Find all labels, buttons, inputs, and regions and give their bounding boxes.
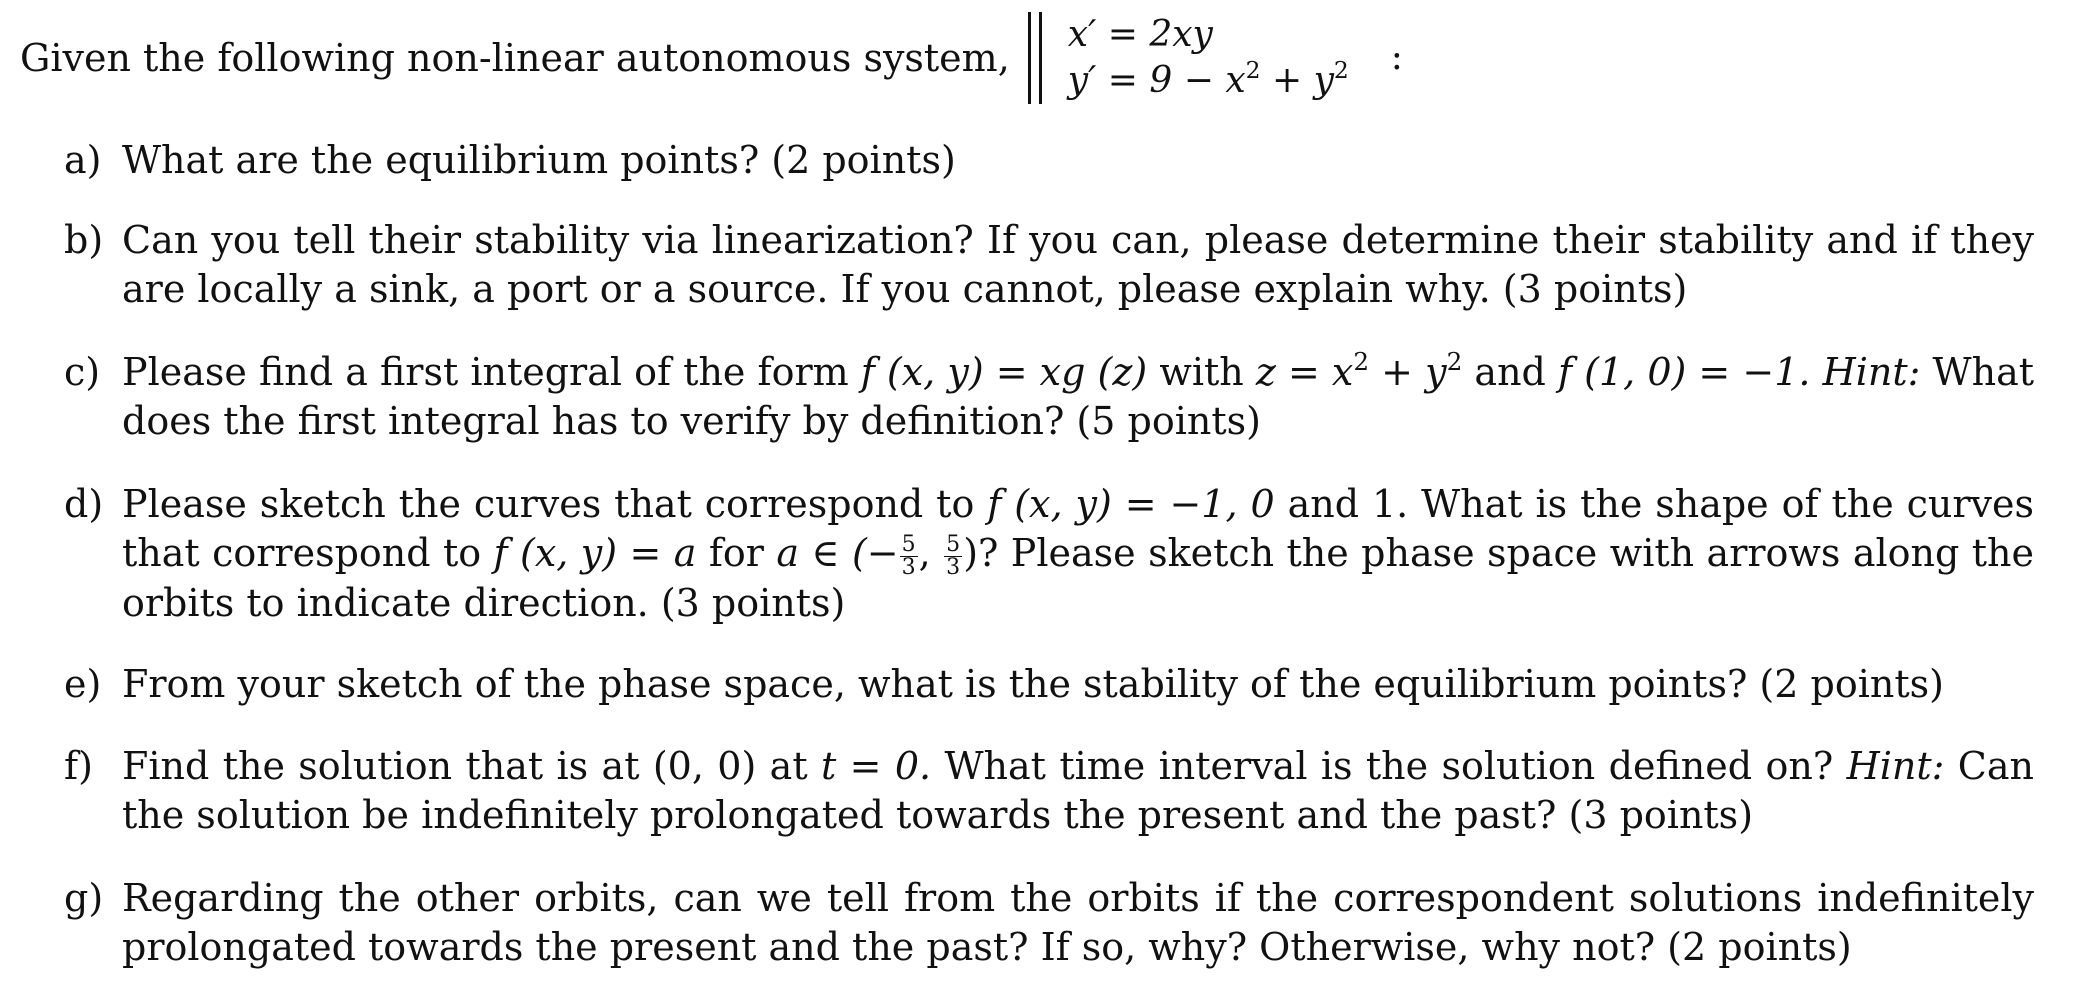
question-a [64,136,2034,185]
question-c-t1: Please find a first integral of the form [122,350,861,394]
question-c-t4: What does the first integral has to verify by definition? (5 points) [122,350,2034,443]
equation-x-prime [1068,12,1349,58]
system-equations [1068,12,1349,104]
question-b [64,216,2034,314]
fraction-denominator: 3 [946,555,961,580]
question-d-m2: f (x, y) = a [493,531,697,575]
question-d-m1: f (x, y) = −1, 0 [987,482,1275,526]
question-c-t3: and [1462,350,1558,394]
eq2-exp-1: 2 [1245,55,1261,84]
question-c-t2: with [1147,350,1256,394]
question-e-text: From your sketch of the phase space, what is the stability of the equilibrium points? (2 points) [122,662,1944,706]
question-c-exp-2: 2 [1446,347,1463,377]
question-g-label: g) [64,876,104,920]
intro-text: Given the following non-linear autonomous system, [20,36,1010,80]
fraction-neg-five-thirds [900,531,918,580]
equation-y-prime [1067,55,1349,104]
question-f-hint: Hint: [1846,744,1945,788]
question-g-text: Regarding the other orbits, can we tell from the orbits if the correspondent solutions indefinitely prolongated towards the present and the past? If so, why? Otherwise, why not? (2 points) [122,876,2034,969]
system-colon: : [1390,37,1403,78]
question-d-label: d) [64,482,104,526]
question-c-m1: f (x, y) = xg (z) [860,350,1148,394]
question-b-label: b) [64,218,104,262]
question-c-body [122,348,2034,446]
fraction-five-thirds [944,531,962,580]
question-f-body [122,742,2034,840]
question-c-exp-1: 2 [1353,347,1370,377]
question-f-label: f) [64,744,93,788]
question-d-m3: a ∈ (− [776,531,899,575]
question-d-t3: for [696,531,777,575]
question-d [64,480,2034,628]
question-d-t4: ? Please sketch the phase space with arrows along the orbits to indicate direction. (3 points) [122,531,2034,626]
question-f-t2: What time interval is the solution defined on? [931,744,1847,788]
question-e [64,660,2034,709]
fraction-numerator: 5 [946,531,961,557]
question-f-t1: Find the solution that is at (0, 0) at [122,744,821,788]
system-bars [1028,12,1042,104]
question-f-m1: t = 0. [820,744,932,788]
question-d-t1: Please sketch the curves that correspond to [122,482,988,526]
question-c-hint: Hint: [1822,350,1921,394]
eq2-rhs-pre: = 9 − x [1107,60,1246,101]
question-a-text: What are the equilibrium points? (2 points) [122,138,956,182]
question-b-text: Can you tell their stability via linearization? If you can, please determine their stability and if they are locally a sink, a port or a source. If you cannot, please explain why. (3 points) [122,218,2034,311]
question-d-body [122,480,2034,628]
eq1-rhs: = 2xy [1107,14,1213,55]
fraction-denominator: 3 [901,555,916,580]
question-c-m2b: + y [1369,350,1447,394]
question-c [64,348,2034,446]
question-d-t2: and 1. What is the shape of the curves that correspond to [122,482,2034,575]
question-f-t3: Can the solution be indefinitely prolongated towards the present and the past? (3 points) [122,744,2034,837]
eq2-rhs-mid: + y [1260,60,1334,101]
eq1-lhs: x′ [1067,14,1097,55]
system-intro [20,10,1403,106]
question-d-close: ) [963,531,979,575]
question-f [64,742,2034,840]
question-g [64,874,2034,972]
question-a-label: a) [64,138,102,182]
question-c-m2: z = x [1255,350,1354,394]
question-d-sep: , [918,531,944,575]
fraction-numerator: 5 [901,531,916,557]
question-c-label: c) [64,350,101,394]
question-c-m3: f (1, 0) = −1. [1557,350,1811,394]
question-e-label: e) [64,662,102,706]
eq2-lhs: y′ [1067,60,1097,101]
eq2-exp-2: 2 [1333,55,1349,84]
